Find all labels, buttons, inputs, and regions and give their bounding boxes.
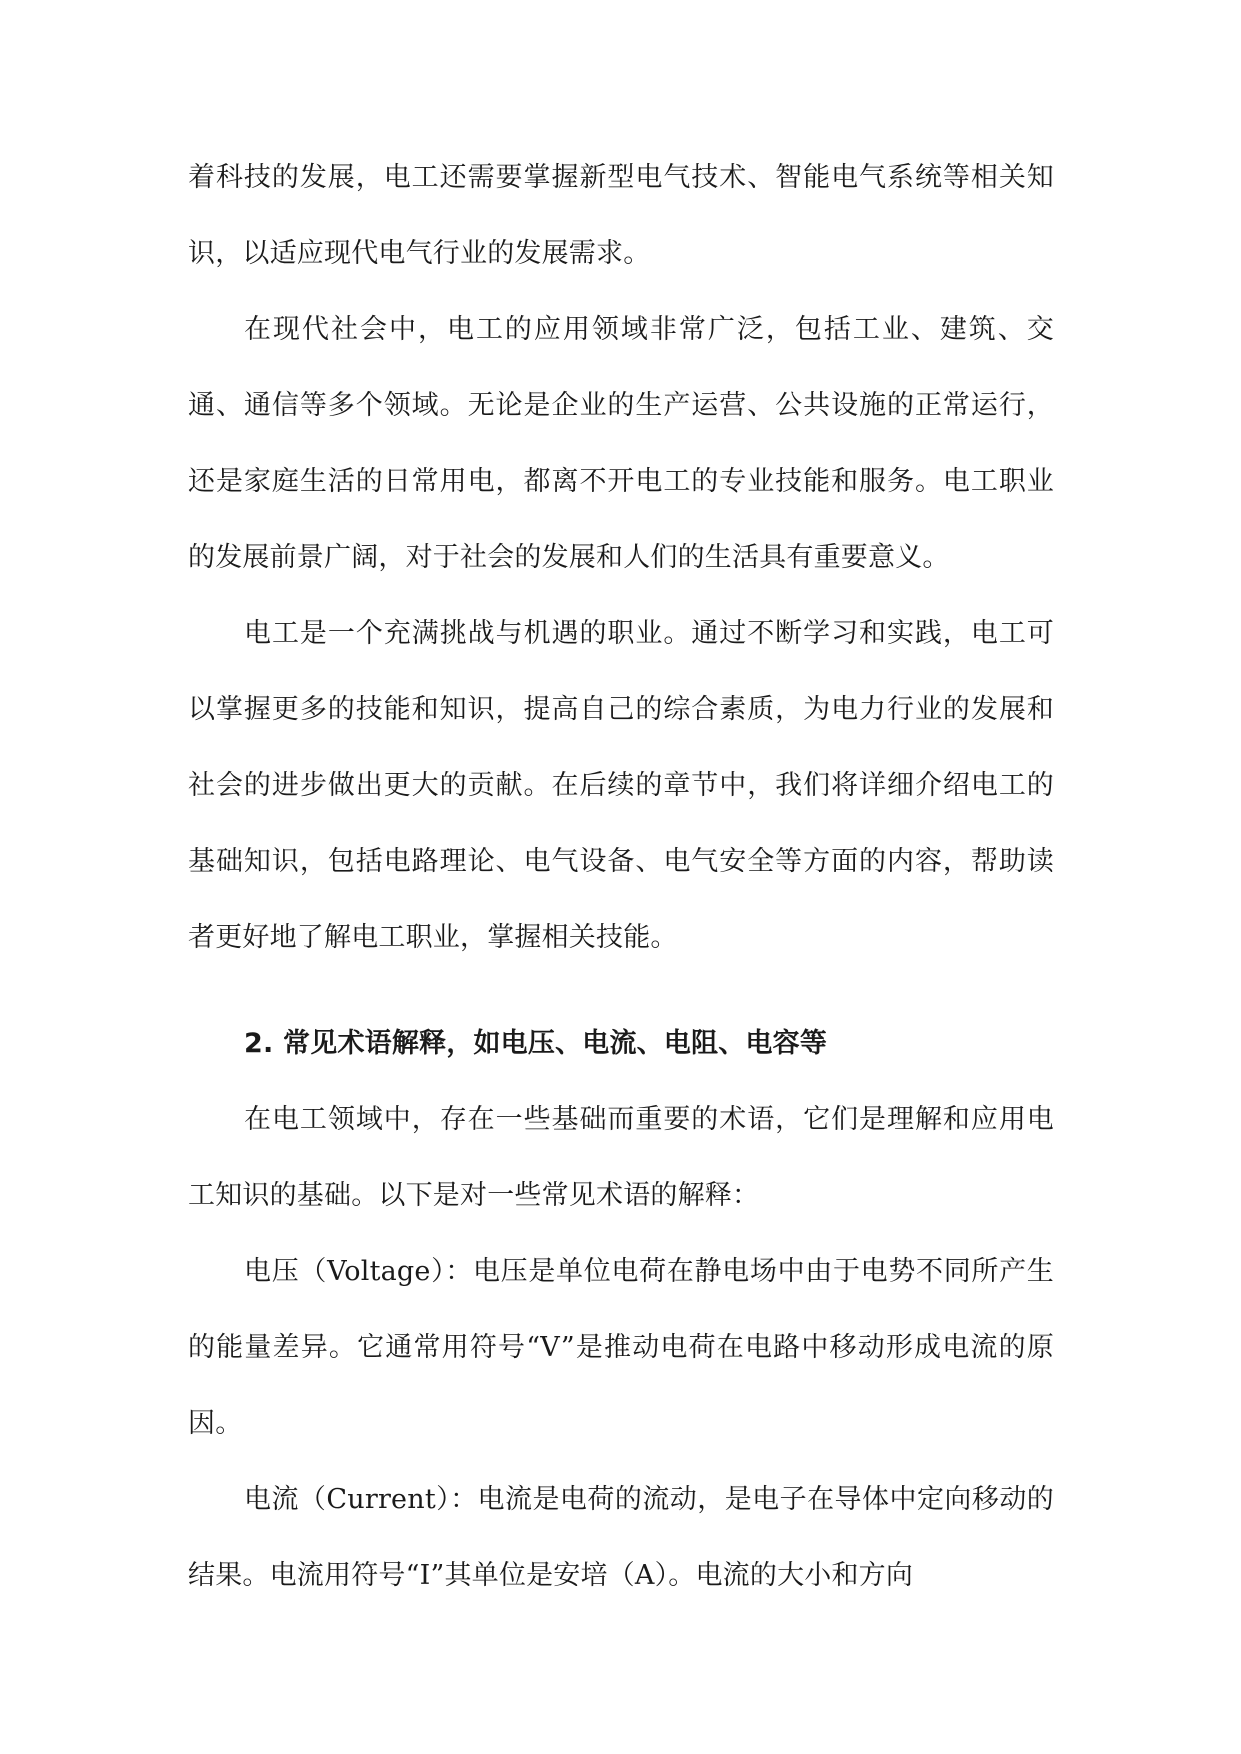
paragraph-current: 电流（Current）：电流是电荷的流动，是电子在导体中定向移动的结果。电流用符号“I”其单位是安培（A）。电流的大小和方向 (188, 1484, 1054, 1591)
paragraph-voltage: 电压（Voltage）：电压是单位电荷在静电场中由于电势不同所产生的能量差异。它通常用符号“V”是推动电荷在电路中移动形成电流的原因。 (188, 1256, 1054, 1439)
paragraph-career-outlook: 电工是一个充满挑战与机遇的职业。通过不断学习和实践，电工可以掌握更多的技能和知识，提高自己的综合素质，为电力行业的发展和社会的进步做出更大的贡献。在后续的章节中，我们将详细介绍电工的基础知识，包括电路理论、电气设备、电气安全等方面的内容，帮助读者更好地了解电工职业，掌握相关技能。 (188, 618, 1054, 953)
document-body (188, 140, 1054, 1614)
paragraph-continuation: 着科技的发展，电工还需要掌握新型电气技术、智能电气系统等相关知识，以适应现代电气行业的发展需求。 (188, 162, 1054, 269)
paragraph-application-fields: 在现代社会中，电工的应用领域非常广泛，包括工业、建筑、交通、通信等多个领域。无论是企业的生产运营、公共设施的正常运行，还是家庭生活的日常用电，都离不开电工的专业技能和服务。电工职业的发展前景广阔，对于社会的发展和人们的生活具有重要意义。 (188, 314, 1054, 573)
paragraph-terms-intro: 在电工领域中，存在一些基础而重要的术语，它们是理解和应用电工知识的基础。以下是对一些常见术语的解释： (188, 1104, 1054, 1211)
section-heading: 2. 常见术语解释，如电压、电流、电阻、电容等 (244, 1028, 828, 1059)
